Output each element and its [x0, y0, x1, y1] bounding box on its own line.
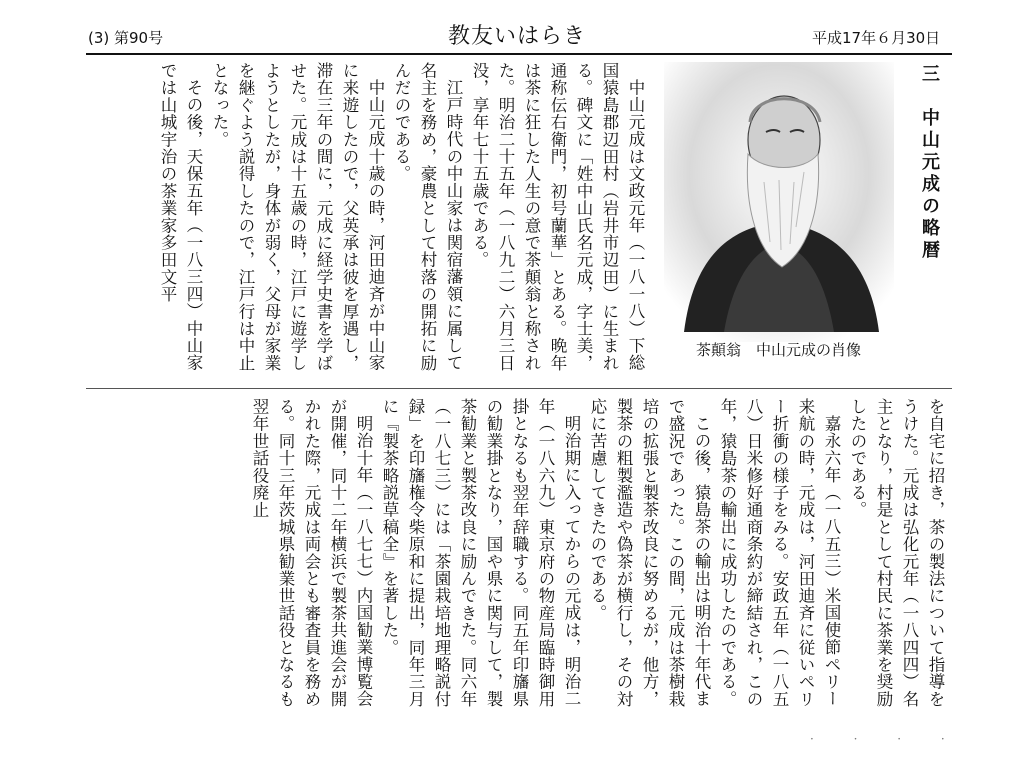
page-header — [0, 0, 1024, 56]
paragraph: を自宅に招き，茶の製法について指導をうけた。元成は弘化元年（一八四四）名主となり，村是として村民に茶業を奨励したのである。 — [848, 398, 945, 708]
newsletter-title: 教友いはらき — [448, 24, 587, 49]
column-divider — [86, 388, 952, 389]
paragraph: その後，天保五年（一八三四）中山家では山城宇治の茶業家多田文平 — [158, 62, 203, 371]
portrait-caption: 茶顛翁 中山元成の肖像 — [696, 341, 862, 359]
issue-number: (3) 第90号 — [88, 29, 164, 47]
paragraph: 中山元成十歳の時，河田迪斉が中山家に来遊したので，父英承は彼を厚遇し，滞在三年の間に，元成に経学史書を学ばせた。元成は十五歳の時，江戸に遊学しようとしたが，身体が弱く，父母が家業を継ぐよう説得したので，江戸行は中止となった。 — [210, 62, 385, 372]
paragraph: 嘉永六年（一八五三）米国使節ペリー来航の時，元成は，河田迪斉に従いペリー折衝の様子をみる。安政五年（一八五八）日米修好通商条約が締結され，この年，猿島茶の輸出に成功したのである。 — [718, 398, 841, 708]
portrait-image — [664, 62, 894, 342]
scan-artifacts: · · · · — [810, 732, 963, 746]
paragraph: 江戸時代の中山家は関宿藩領に属して名主を務め，豪農として村落の開拓に励んだのである。 — [392, 62, 463, 372]
paragraph: 中山元成は文政元年（一八一八）下総国猿島郡辺田村（岩井市辺田）に生まれる。碑文に「姓中山氏名元成，字士美，通称伝右衛門，初号蘭華」とある。晩年は茶に狂した人生の意で茶顛翁と称された。明治二十五年（一八九二）六月三日没，享年七十五歳である。 — [470, 62, 645, 372]
header-rule — [86, 53, 952, 55]
lower-text-column — [88, 398, 948, 710]
paragraph: 明治期に入ってからの元成は，明治二年（一八六九）東京府の物産局臨時御用掛となるも翌年辞職する。同五年印旛県の勧業掛となり，国や県に関与して，製茶勧業と製茶改良に励んできた。同六年（一八七三）には「茶園栽培地理略説付録」を印旛権令柴原和に提出，同年三月に『製茶略説草稿全』を著した。 — [380, 398, 581, 708]
paragraph: この後，猿島茶の輸出は明治十年代まで盛況であった。この間，元成は茶樹栽培の拡張と製茶改良に努めるが，他方，製茶の粗製濫造や偽茶が横行し，その対応に苦慮してきたのである。 — [588, 398, 711, 708]
publication-date: 平成17年６月30日 — [812, 29, 941, 47]
section-heading: 三 中山元成の略暦 — [919, 64, 940, 262]
paragraph: 明治十年（一八七七）内国勧業博覧会が開催，同十二年横浜で製茶共進会が開かれた際，元成は両会とも審査員を務める。同十三年茨城県勧業世話役となるも翌年世話役廃止 — [250, 398, 373, 708]
upper-text-column — [88, 62, 648, 382]
